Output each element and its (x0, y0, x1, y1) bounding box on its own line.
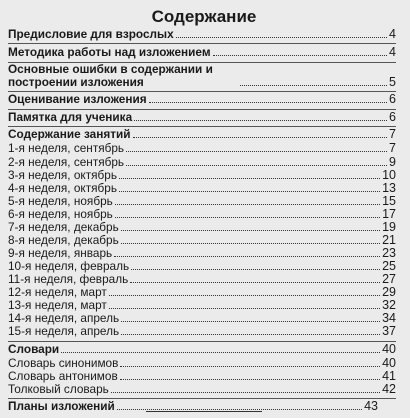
toc-entry-week (8, 220, 396, 234)
dot-leader (121, 230, 380, 231)
toc-entry-page: 9 (389, 155, 396, 169)
toc-entry-label: Толковый словарь (8, 382, 109, 396)
toc-entry-page: 7 (389, 141, 396, 155)
toc-entry-page: 4 (389, 27, 396, 41)
toc-entry-label: 14-я неделя, апрель (8, 311, 120, 325)
toc-entry-label: Словарь синонимов (8, 356, 119, 370)
toc-entry-week (8, 233, 396, 247)
toc-entry-label: Словарь антонимов (8, 369, 118, 383)
toc-entry-page: 5 (389, 75, 396, 89)
toc-entry-week (8, 168, 396, 182)
footer-rule (146, 411, 262, 412)
toc-entry-label: 8-я неделя, декабрь (8, 233, 119, 247)
toc-entry-label: 11-я неделя, февраль (8, 272, 129, 286)
toc-entry-label: Содержание занятий (8, 127, 131, 141)
dot-leader (115, 204, 380, 205)
toc-entry-page: 15 (382, 194, 396, 208)
toc-entry-page: 25 (382, 259, 396, 273)
toc-entry-page: 21 (382, 233, 396, 247)
toc-entry-memo (8, 110, 396, 124)
toc-entry-label: 9-я неделя, январь (8, 246, 113, 260)
toc-entry-week (8, 141, 396, 155)
dot-leader (131, 269, 380, 270)
dot-leader (111, 392, 380, 393)
dot-leader (109, 295, 380, 296)
toc-entry-week (8, 259, 396, 273)
toc-entry-week (8, 181, 396, 195)
dot-leader (121, 334, 380, 335)
toc-entry-dictionary (8, 369, 396, 383)
toc-entry-label: 2-я неделя, сентябрь (8, 155, 125, 169)
toc-entry-page: 10 (382, 168, 396, 182)
toc-entry-page: 42 (382, 382, 396, 396)
toc-entry-method (8, 45, 396, 59)
toc-entry-page: 6 (389, 110, 396, 124)
toc-entry-label: Основные ошибки в содержании и построении изложения (8, 62, 213, 89)
toc-entry-label: 3-я неделя, октябрь (8, 168, 117, 182)
dot-leader (213, 55, 387, 56)
toc-entry-week (8, 207, 396, 221)
toc-entry-label: Оценивание изложения (8, 92, 147, 106)
toc-entry-label: 6-я неделя, ноябрь (8, 207, 113, 221)
toc-entry-page: 41 (382, 369, 396, 383)
toc-entry-dictionary (8, 382, 396, 396)
toc-entry-page: 6 (389, 92, 396, 106)
toc-entry-page: 40 (382, 356, 396, 370)
toc-entry-week (8, 311, 396, 325)
toc-entry-week (8, 194, 396, 208)
toc-entry-label: Планы изложений (8, 399, 115, 413)
toc-entry-label: 12-я неделя, март (8, 285, 107, 299)
toc-entry-assessment (8, 92, 396, 106)
dot-leader (120, 366, 380, 367)
toc-entry-label: 7-я неделя, декабрь (8, 220, 119, 234)
toc-entry-page: 4 (389, 45, 396, 59)
toc-entry-page: 27 (382, 272, 396, 286)
toc-entry-page: 40 (382, 342, 396, 356)
dot-leader (120, 379, 380, 380)
toc-entry-page: 34 (382, 311, 396, 325)
page-title: Содержание (151, 7, 257, 26)
dot-leader (119, 191, 380, 192)
dot-leader (130, 282, 380, 283)
toc-entry-lessons (8, 127, 396, 141)
dot-leader (61, 352, 380, 353)
toc-entry-label: Методика работы над изложением (8, 45, 211, 59)
dot-leader (109, 308, 380, 309)
toc-entry-label: 13-я неделя, март (8, 298, 107, 312)
dot-leader (126, 151, 387, 152)
dot-leader (121, 321, 380, 322)
toc-entry-page: 17 (382, 207, 396, 221)
toc-entry-page: 13 (382, 181, 396, 195)
toc-entry-week (8, 298, 396, 312)
toc-entry-label: 15-я неделя, апрель (8, 324, 120, 338)
toc-entry-label: Памятка для ученика (8, 110, 133, 124)
dot-leader (240, 85, 387, 86)
toc-entry-page: 29 (382, 285, 396, 299)
dot-leader (149, 102, 387, 103)
toc-entry-errors (8, 63, 396, 89)
toc-entry-label: 1-я неделя, сентябрь (8, 141, 125, 155)
dot-leader (176, 37, 387, 38)
toc-entry-label: Словари (8, 342, 60, 356)
divider (8, 43, 396, 44)
dot-leader (126, 165, 387, 166)
toc-entry-week (8, 155, 396, 169)
toc-entry-label: 4-я неделя, октябрь (8, 181, 117, 195)
toc-entry-dictionary (8, 356, 396, 370)
dot-leader (121, 243, 380, 244)
dot-leader (119, 178, 380, 179)
dot-leader (134, 120, 387, 121)
toc-entry-page: 32 (382, 298, 396, 312)
toc-entry-label: 10-я неделя, февраль (8, 259, 130, 273)
toc-entry-dictionaries (8, 342, 396, 356)
toc-entry-page: 7 (389, 127, 396, 141)
dot-leader (117, 409, 362, 410)
toc-entry-page: 19 (382, 220, 396, 234)
toc-entry-page: 37 (382, 324, 396, 338)
toc-page (6, 0, 402, 418)
toc-entry-week (8, 324, 396, 338)
toc-entry-preface (8, 27, 396, 41)
dot-leader (114, 256, 380, 257)
dot-leader (115, 217, 380, 218)
toc-entry-label: Предисловие для взрослых (8, 27, 174, 41)
toc-entry-page: 43 (364, 399, 378, 413)
toc-entry-week (8, 285, 396, 299)
dot-leader (133, 137, 388, 138)
toc-entry-week (8, 246, 396, 260)
toc-entry-page: 23 (382, 246, 396, 260)
toc-entry-week (8, 272, 396, 286)
toc-entry-label: 5-я неделя, ноябрь (8, 194, 113, 208)
